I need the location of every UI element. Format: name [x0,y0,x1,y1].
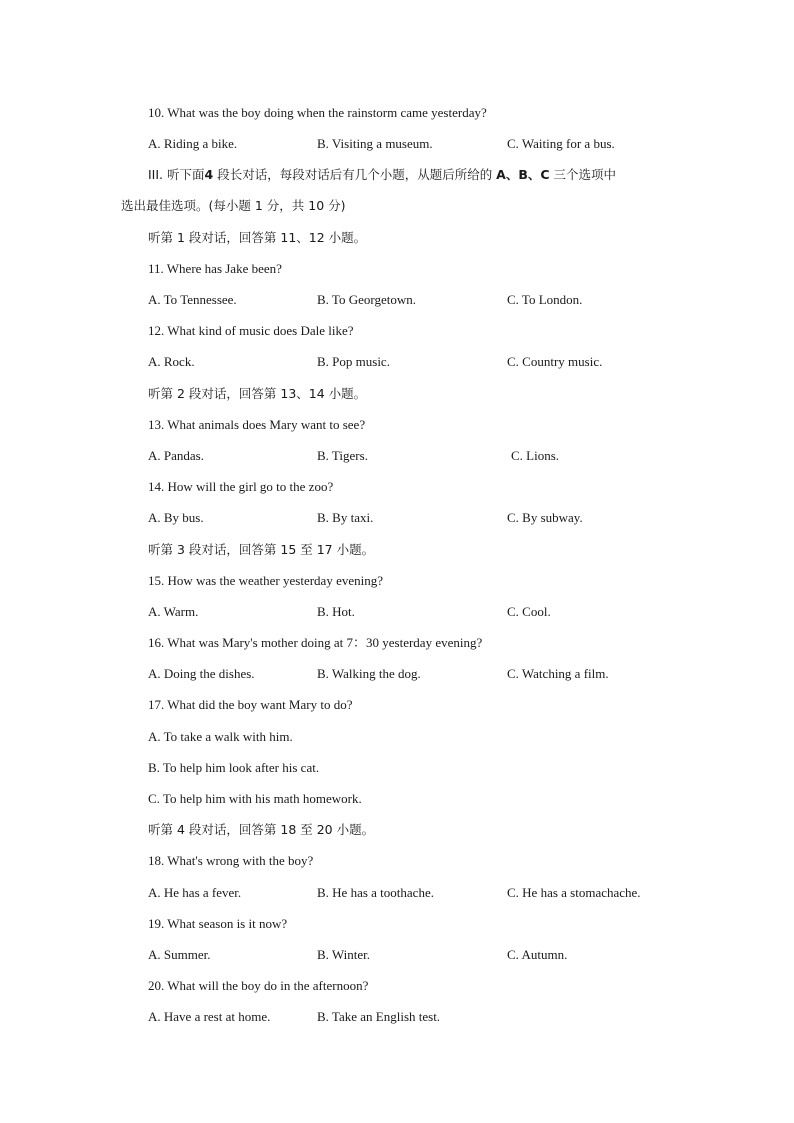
q12-option-b: B. Pop music. [317,354,390,369]
dialog-4-intro: 听第 4 段对话，回答第 18 至 20 小题。 [148,822,375,837]
q10-option-c: C. Waiting for a bus. [507,136,615,151]
dialog-3-intro: 听第 3 段对话，回答第 15 至 17 小题。 [148,542,375,557]
question-20: 20. What will the boy do in the afternoon? [148,978,369,993]
q18-option-a: A. He has a fever. [148,885,242,900]
section-3-heading-end: 三个选项中 [549,167,617,182]
q15-option-c: C. Cool. [507,604,551,619]
q13-option-c: C. Lions. [511,448,560,463]
q12-option-a: A. Rock. [148,354,195,369]
q14-option-c: C. By subway. [507,510,583,525]
q16-option-b: B. Walking the dog. [317,666,421,681]
q14-option-a: A. By bus. [148,510,204,525]
q16-option-a: A. Doing the dishes. [148,666,255,681]
q13-option-a: A. Pandas. [148,448,204,463]
question-19: 19. What season is it now? [148,916,288,931]
q19-option-b: B. Winter. [317,947,371,962]
q13-option-b: B. Tigers. [317,448,368,463]
dialog-2-intro: 听第 2 段对话，回答第 13、14 小题。 [148,386,367,401]
q12-option-c: C. Country music. [507,354,603,369]
q19-option-a: A. Summer. [148,947,211,962]
question-14: 14. How will the girl go to the zoo? [148,479,334,494]
q17-option-b: B. To help him look after his cat. [148,760,320,775]
section-3-heading-abc: A、B、C [496,167,550,182]
question-10: 10. What was the boy doing when the rainstorm came yesterday? [148,105,487,120]
question-17: 17. What did the boy want Mary to do? [148,697,353,712]
section-3-heading-prefix: III. 听下面 [148,167,205,182]
q10-option-b: B. Visiting a museum. [317,136,433,151]
q18-option-b: B. He has a toothache. [317,885,434,900]
q11-option-c: C. To London. [507,292,583,307]
question-11: 11. Where has Jake been? [148,261,282,276]
q20-option-b: B. Take an English test. [317,1009,441,1024]
q14-option-b: B. By taxi. [317,510,374,525]
question-16: 16. What was Mary's mother doing at 7：30 yesterday evening? [148,635,483,650]
question-15: 15. How was the weather yesterday evening? [148,573,383,588]
section-3-heading [148,167,616,183]
q18-option-c: C. He has a stomachache. [507,885,641,900]
q11-option-a: A. To Tennessee. [148,292,237,307]
q20-option-a: A. Have a rest at home. [148,1009,271,1024]
q17-option-c: C. To help him with his math homework. [148,791,362,806]
section-3-heading-line2: 选出最佳选项。(每小题 1 分，共 10 分) [121,198,346,213]
q10-option-a: A. Riding a bike. [148,136,238,151]
question-12: 12. What kind of music does Dale like? [148,323,354,338]
q15-option-b: B. Hot. [317,604,355,619]
q11-option-b: B. To Georgetown. [317,292,416,307]
q16-option-c: C. Watching a film. [507,666,609,681]
q15-option-a: A. Warm. [148,604,199,619]
section-3-heading-num: 4 [204,167,214,182]
section-3-heading-mid: 段长对话，每段对话后有几个小题，从题后所给的 [213,167,497,182]
q17-option-a: A. To take a walk with him. [148,729,293,744]
dialog-1-intro: 听第 1 段对话，回答第 11、12 小题。 [148,230,367,245]
question-18: 18. What's wrong with the boy? [148,853,314,868]
question-13: 13. What animals does Mary want to see? [148,417,366,432]
q19-option-c: C. Autumn. [507,947,568,962]
